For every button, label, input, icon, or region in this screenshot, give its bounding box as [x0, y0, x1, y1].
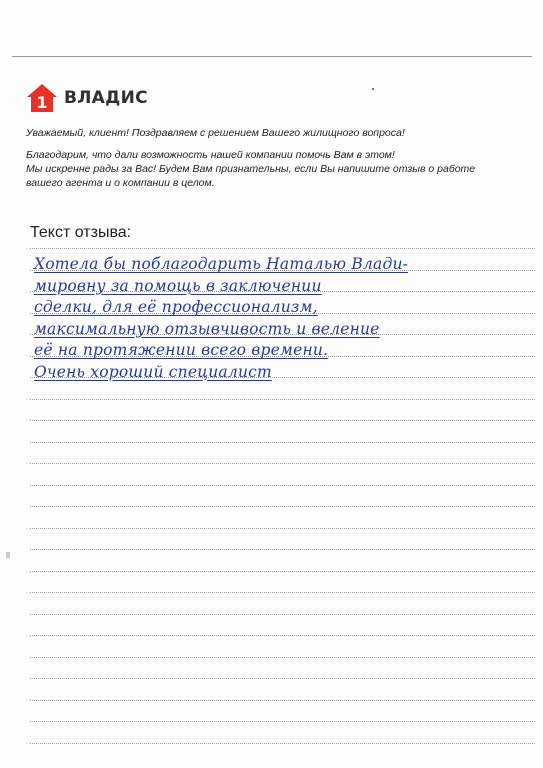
- thanks-line: вашего агента и о компании в целом.: [26, 177, 215, 189]
- ruled-line: [30, 635, 535, 636]
- scan-mark: [6, 552, 10, 558]
- ruled-line: [30, 420, 535, 421]
- company-name: ВЛАДИС: [64, 88, 148, 108]
- house-logo-icon: [26, 83, 58, 113]
- ruled-line: [30, 614, 535, 615]
- scan-speck: [372, 88, 374, 90]
- ruled-line: [30, 248, 535, 249]
- review-heading: Текст отзыва:: [30, 224, 132, 241]
- ruled-line: [30, 571, 535, 572]
- handwritten-line: сделки, для её профессионализм,: [34, 298, 318, 316]
- ruled-line: [30, 678, 535, 679]
- ruled-line: [30, 549, 535, 550]
- thanks-paragraph: [26, 148, 516, 190]
- handwritten-line: Хотела бы поблагодарить Наталью Влади-: [34, 255, 409, 273]
- ruled-line: [30, 528, 535, 529]
- svg-text:1: 1: [36, 93, 48, 112]
- ruled-line: [30, 721, 535, 722]
- ruled-line: [30, 485, 535, 486]
- handwritten-review: [34, 254, 539, 383]
- handwritten-line: её на протяжении всего времени.: [34, 341, 329, 359]
- ruled-line: [30, 700, 535, 701]
- ruled-line: [30, 399, 535, 400]
- ruled-line: [30, 506, 535, 507]
- thanks-line: Мы искренне рады за Вас! Будем Вам признательны, если Вы напишите отзыв о работе: [26, 163, 476, 175]
- intro-text: [26, 126, 516, 198]
- ruled-line: [30, 657, 535, 658]
- thanks-line: Благодарим, что дали возможность нашей компании помочь Вам в этом!: [26, 149, 395, 161]
- handwritten-line: мировну за помощь в заключении: [34, 276, 322, 295]
- company-logo: [26, 84, 148, 112]
- handwritten-line: максимальную отзывчивость и веление: [34, 319, 380, 338]
- ruled-line: [30, 743, 535, 744]
- ruled-line: [30, 592, 535, 593]
- greeting: Уважаемый, клиент! Поздравляем с решением Вашего жилищного вопроса!: [26, 127, 405, 139]
- ruled-line: [30, 442, 535, 443]
- top-divider: [12, 56, 532, 57]
- ruled-line: [30, 463, 535, 464]
- handwritten-line: Очень хороший специалист: [34, 362, 272, 381]
